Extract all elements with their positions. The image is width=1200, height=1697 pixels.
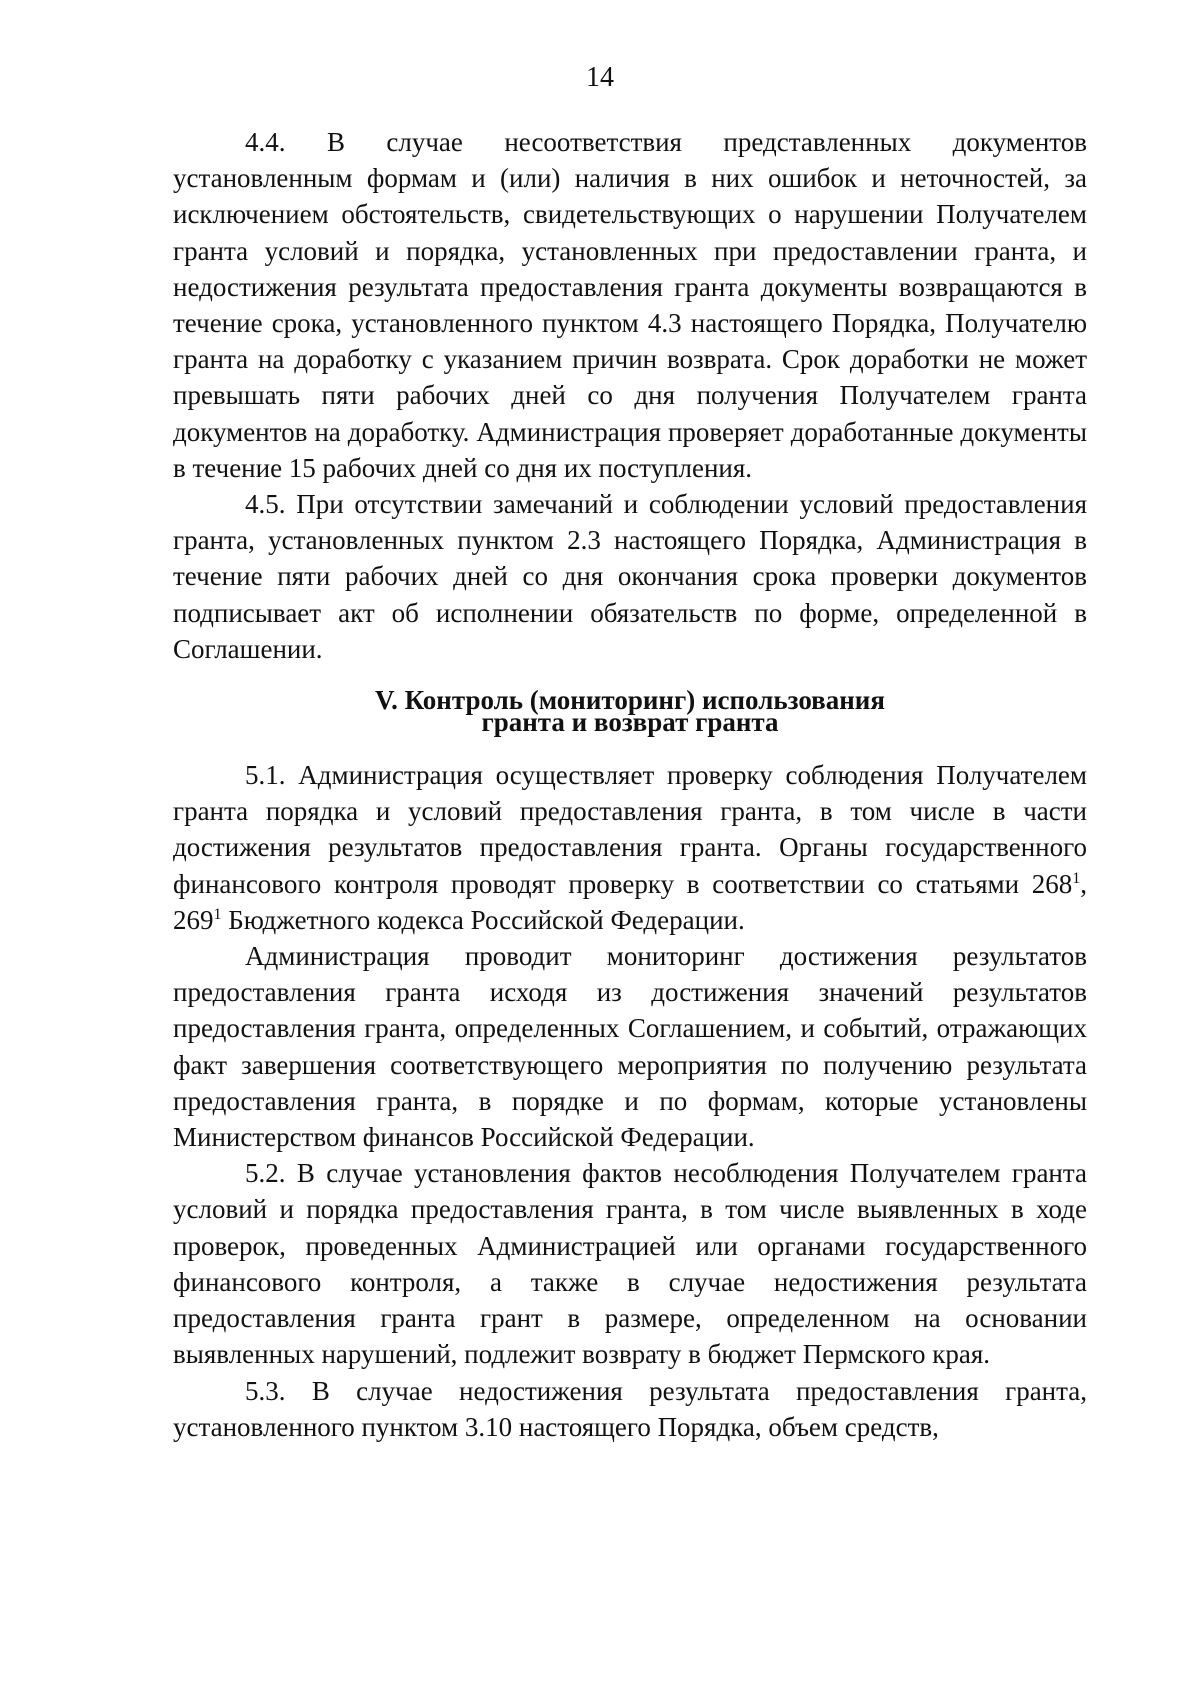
paragraph-5-2: 5.2. В случае установления фактов несоблюдения Получателем гранта условий и порядка предоставления гранта, в том числе выявленных в ходе проверок, проведенных Администрацией или органами государственного финансового контроля, а также в случае недостижения результата предоставления гранта грант в размере, определенном на основании выявленных нарушений, подлежит возврату в бюджет Пермского края. — [173, 1158, 1087, 1370]
paragraph-4-5: 4.5. При отсутствии замечаний и соблюдении условий предоставления гранта, установленных пунктом 2.3 настоящего Порядка, Администрация в течение пяти рабочих дней со дня окончания срока проверки документов подписывает акт об исполнении обязательств по форме, определенной в Соглашении. — [173, 489, 1087, 664]
paragraph-4-4: 4.4. В случае несоответствия представленных документов установленным формам и (или) наличия в них ошибок и неточностей, за исключением обстоятельств, свидетельствующих о нарушении Получателем гранта условий и порядка, установленных при предоставлении гранта, и недостижения результата предоставления гранта документы возвращаются в течение срока, установленного пунктом 4.3 настоящего Порядка, Получателю гранта на доработку с указанием причин возврата. Срок доработки не может превышать пяти рабочих дней со дня получения Получателем гранта документов на доработку. Администрация проверяет доработанные документы в течение 15 рабочих дней со дня их поступления. — [173, 127, 1087, 483]
section-heading-line-1: V. Контроль (мониторинг) использования — [375, 685, 885, 716]
paragraph-5-1-text-middle: , 269 — [173, 868, 1087, 935]
section-heading-line-2: гранта и возврат гранта — [481, 707, 779, 738]
paragraph-5-1-text-before: 5.1. Администрация осуществляет проверку соблюдения Получателем гранта порядка и условий предоставления гранта, в том числе в части достижения результатов предоставления гранта. Органы государственного финансового контроля проводят проверку в соответствии со статьями 268 — [173, 760, 1087, 899]
paragraph-5-3: 5.3. В случае недостижения результата предоставления гранта, установленного пунктом 3.10 настоящего Порядка, объем средств, — [173, 1375, 1087, 1442]
paragraph-5-1 — [173, 757, 1087, 938]
paragraph-monitoring: Администрация проводит мониторинг достижения результатов предоставления гранта исходя из достижения значений результатов предоставления гранта, определенных Соглашением, и событий, отражающих факт завершения соответствующего мероприятия по получению результата предоставления гранта, в порядке и по формам, которые установлены Министерством финансов Российской Федерации. — [173, 941, 1087, 1153]
superscript-1: 1 — [1072, 869, 1081, 887]
document-body — [173, 124, 1087, 1445]
paragraph-5-1-text-after: Бюджетного кодекса Российской Федерации. — [221, 904, 745, 935]
section-heading — [173, 685, 1087, 738]
superscript-2: 1 — [213, 905, 222, 923]
page-number: 14 — [586, 62, 614, 93]
